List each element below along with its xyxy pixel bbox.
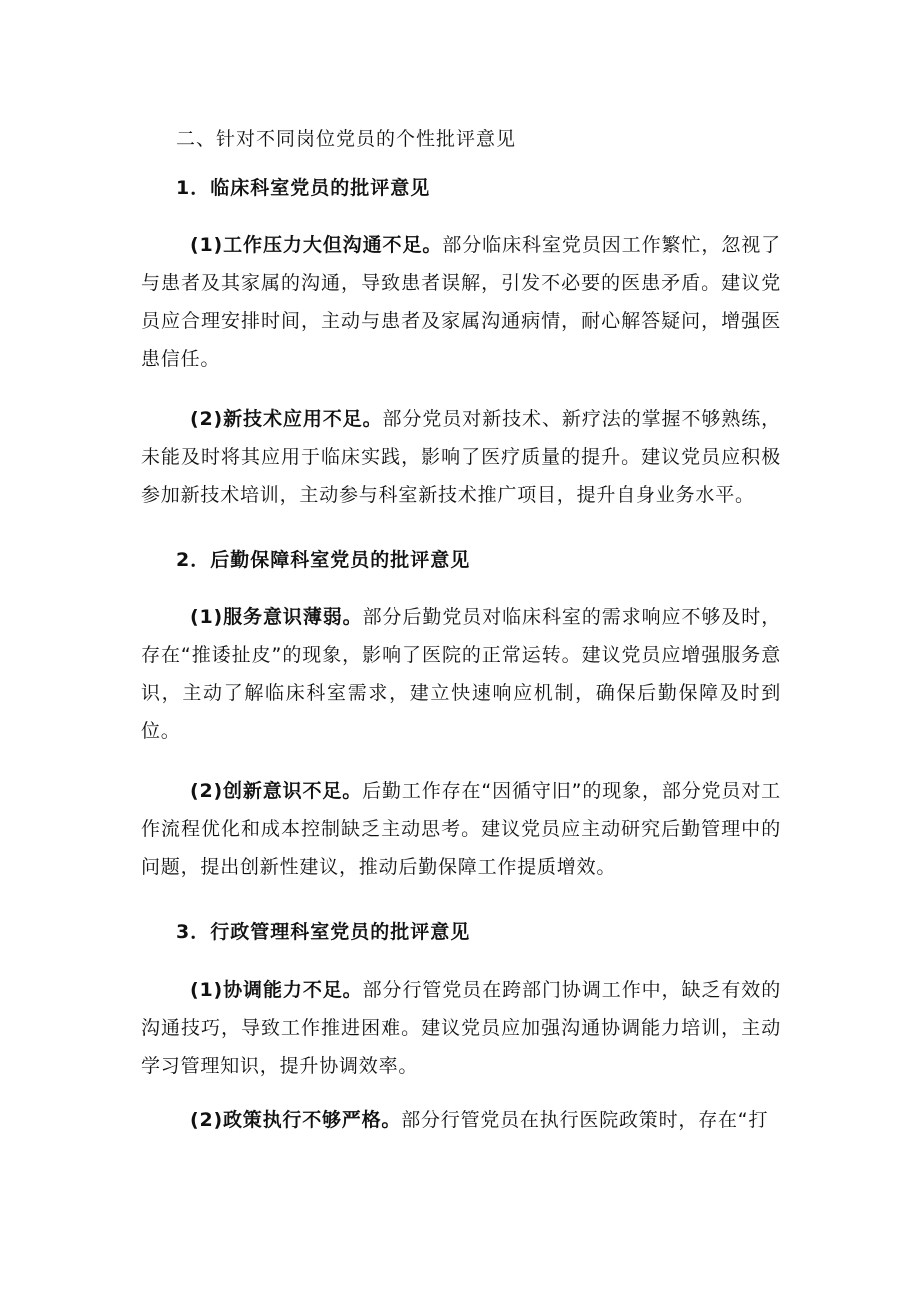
paragraph-text: 部分党员对新技术、新疗法的掌握不够熟练，未能及时将其应用于临床实践，影响了医疗质量的提升。建议党员应积极参加新技术培训，主动参与科室新技术推广项目，提升自身业务水平。: [141, 408, 781, 506]
paragraph-lead: (2)政策执行不够严格。: [190, 1109, 402, 1131]
paragraph-text: 部分行管党员在跨部门协调工作中，缺乏有效的沟通技巧，导致工作推进困难。建议党员应加强沟通协调能力培训，主动学习管理知识，提升协调效率。: [141, 979, 781, 1077]
section-title: 二、针对不同岗位党员的个性批评意见: [176, 128, 517, 150]
paragraph-lead: (2)新技术应用不足。: [190, 408, 383, 430]
paragraph-text: 部分临床科室党员因工作繁忙，忽视了与患者及其家属的沟通，导致患者误解，引发不必要的医患矛盾。建议党员应合理安排时间，主动与患者及家属沟通病情，耐心解答疑问，增强医患信任。: [141, 234, 781, 370]
paragraph-lead: (1)服务意识薄弱。: [190, 606, 363, 628]
paragraph: [141, 400, 781, 514]
group-heading-clinical: 1．临床科室党员的批评意见: [176, 177, 431, 199]
paragraph: [141, 1101, 781, 1139]
paragraph-text: 部分行管党员在执行医院政策时，存在“打: [401, 1109, 769, 1131]
paragraph: [141, 226, 781, 378]
paragraph-lead: (1)工作压力大但沟通不足。: [190, 234, 443, 256]
group-heading-administration: 3．行政管理科室党员的批评意见: [176, 921, 471, 943]
paragraph-text: 部分后勤党员对临床科室的需求响应不够及时，存在“推诿扯皮”的现象，影响了医院的正常运转。建议党员应增强服务意识，主动了解临床科室需求，建立快速响应机制，确保后勤保障及时到位。: [141, 606, 781, 742]
paragraph-lead: (2)创新意识不足。: [190, 780, 363, 802]
group-heading-logistics: 2．后勤保障科室党员的批评意见: [176, 549, 471, 571]
paragraph: [141, 598, 781, 750]
paragraph-text: 后勤工作存在“因循守旧”的现象，部分党员对工作流程优化和成本控制缺乏主动思考。建议党员应主动研究后勤管理中的问题，提出创新性建议，推动后勤保障工作提质增效。: [141, 780, 781, 878]
paragraph: [141, 772, 781, 886]
paragraph-lead: (1)协调能力不足。: [190, 979, 363, 1001]
paragraph: [141, 971, 781, 1085]
